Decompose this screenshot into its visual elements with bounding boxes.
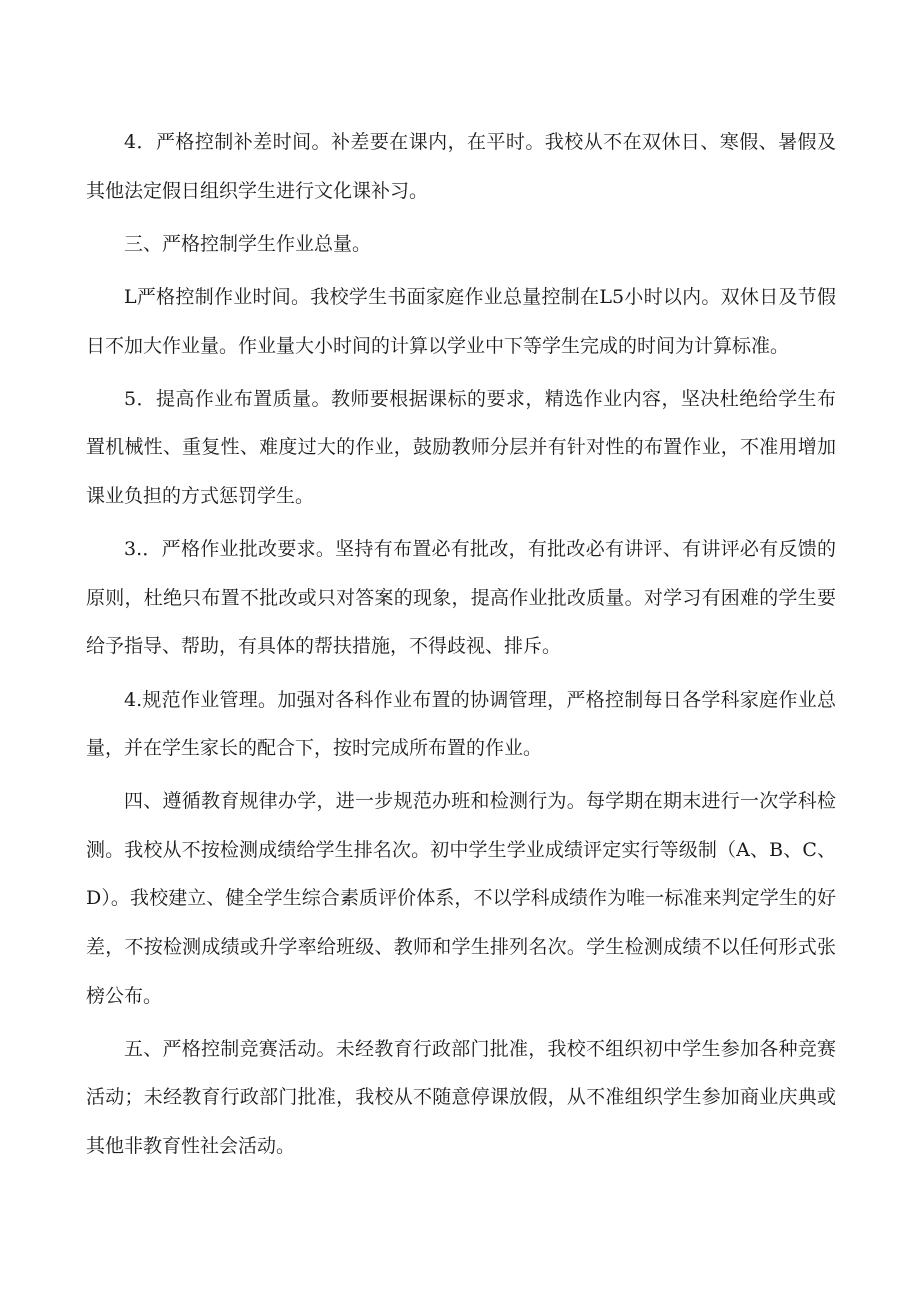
paragraph-homework-time: L严格控制作业时间。我校学生书面家庭作业总量控制在L5小时以内。双休日及节假日不加大作业量。作业量大小时间的计算以学业中下等学生完成的时间为计算标准。 (86, 285, 836, 357)
paragraph-homework-quality: 5．提高作业布置质量。教师要根据课标的要求，精选作业内容，坚决杜绝给学生布置机械性、重复性、难度过大的作业，鼓励教师分层并有针对性的布置作业，不准用增加课业负担的方式惩罚学生。 (86, 387, 836, 507)
section-heading-homework-volume: 三、严格控制学生作业总量。 (124, 232, 372, 255)
document-body (86, 118, 836, 1175)
section-heading-testing: 四、遵循教育规律办学，进一步规范办班和检测行为。每学期在期末进行一次学科检测。我校从不按检测成绩给学生排名次。初中学生学业成绩评定实行等级制（A、B、C、D）。我校建立、健全学生综合素质评价体系，不以学科成绩作为唯一标准来判定学生的好差，不按检测成绩或升学率给班级、教师和学生排列名次。学生检测成绩不以任何形式张榜公布。 (86, 790, 836, 1007)
paragraph-homework-management: 4.规范作业管理。加强对各科作业布置的协调管理，严格控制每日各学科家庭作业总量，并在学生家长的配合下，按时完成所布置的作业。 (86, 688, 836, 760)
paragraph-remedial-time: 4．严格控制补差时间。补差要在课内，在平时。我校从不在双休日、寒假、暑假及其他法定假日组织学生进行文化课补习。 (86, 131, 836, 202)
section-heading-competitions: 五、严格控制竞赛活动。未经教育行政部门批准，我校不组织初中学生参加各种竞赛活动；未经教育行政部门批准，我校从不随意停课放假，从不准组织学生参加商业庆典或其他非教育性社会活动。 (86, 1037, 836, 1158)
paragraph-homework-grading: 3.．严格作业批改要求。坚持有布置必有批改，有批改必有讲评、有讲评必有反馈的原则，杜绝只布置不批改或只对答案的现象，提高作业批改质量。对学习有困难的学生要给予指导、帮助，有具体的帮扶措施，不得歧视、排斥。 (86, 538, 836, 658)
